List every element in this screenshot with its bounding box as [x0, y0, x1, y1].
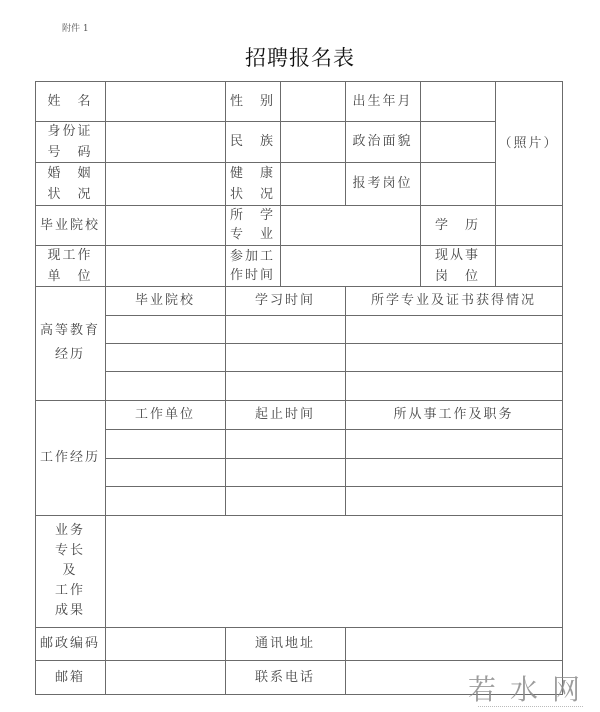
- work-header-duties: 所从事工作及职务: [393, 407, 514, 422]
- work-history-label: 工作经历: [39, 450, 100, 465]
- education-row-1-major[interactable]: [346, 316, 561, 342]
- work-header-employer: 工作单位: [134, 407, 195, 422]
- education-row-2-school[interactable]: [106, 344, 224, 370]
- phone-label: 联系电话: [254, 669, 315, 685]
- annex-label: 附件 1: [62, 24, 89, 34]
- degree-label: 学 历: [434, 217, 480, 233]
- education-row-2-major[interactable]: [346, 344, 561, 370]
- health-field[interactable]: [281, 163, 344, 204]
- work-row-2-duties[interactable]: [346, 459, 561, 485]
- name-field[interactable]: [106, 82, 224, 120]
- education-header-major: 所学专业及证书获得情况: [370, 293, 536, 308]
- education-row-3-major[interactable]: [346, 372, 561, 399]
- ethnicity-field[interactable]: [281, 122, 344, 161]
- education-label: 高等教育 经历: [39, 323, 100, 362]
- marital-status-field[interactable]: [106, 163, 224, 204]
- education-row-1-period[interactable]: [226, 316, 344, 342]
- major-label: 所 学 专 业: [229, 208, 275, 242]
- work-row-3-employer[interactable]: [106, 487, 224, 514]
- watermark-underline: [478, 706, 583, 709]
- employer-field[interactable]: [106, 246, 224, 285]
- id-number-field[interactable]: [106, 122, 224, 161]
- education-row-2-period[interactable]: [226, 344, 344, 370]
- name-label: 姓 名: [47, 93, 93, 109]
- work-start-label: 参加工 作时间: [229, 248, 275, 283]
- school-label: 毕业院校: [39, 217, 100, 233]
- political-status-field[interactable]: [421, 122, 494, 161]
- education-header-school: 毕业院校: [134, 293, 195, 308]
- photo-box[interactable]: （照片）: [498, 135, 559, 151]
- employer-label: 现工作 单 位: [47, 247, 93, 284]
- current-position-label: 现从事 岗 位: [434, 247, 480, 284]
- email-field[interactable]: [106, 661, 224, 693]
- education-header-period: 学习时间: [254, 293, 315, 308]
- current-position-field[interactable]: [496, 246, 561, 285]
- gender-label: 性 别: [229, 93, 275, 109]
- health-label: 健 康 状 况: [229, 165, 275, 202]
- address-field[interactable]: [346, 628, 561, 659]
- school-field[interactable]: [106, 206, 224, 244]
- work-row-3-period[interactable]: [226, 487, 344, 514]
- email-label: 邮箱: [54, 669, 85, 685]
- birth-field[interactable]: [421, 82, 494, 120]
- postcode-label: 邮政编码: [39, 636, 100, 651]
- rule: [562, 81, 563, 695]
- expertise-field[interactable]: [106, 516, 561, 626]
- watermark-logo: 若水网: [468, 673, 595, 706]
- page-title: 招聘报名表: [245, 46, 355, 70]
- expertise-label: 业务 专长 及 工作 成果: [54, 523, 85, 618]
- work-row-1-employer[interactable]: [106, 430, 224, 457]
- gender-field[interactable]: [281, 82, 344, 120]
- postcode-field[interactable]: [106, 628, 224, 659]
- education-row-3-school[interactable]: [106, 372, 224, 399]
- birth-label: 出生年月: [352, 93, 413, 109]
- degree-field[interactable]: [496, 206, 561, 244]
- major-field[interactable]: [281, 206, 419, 244]
- work-start-field[interactable]: [281, 246, 419, 285]
- marital-status-label: 婚 姻 状 况: [47, 165, 93, 202]
- work-row-2-employer[interactable]: [106, 459, 224, 485]
- work-header-period: 起止时间: [254, 407, 315, 422]
- political-status-label: 政治面貌: [352, 134, 413, 149]
- work-row-2-period[interactable]: [226, 459, 344, 485]
- ethnicity-label: 民 族: [229, 134, 275, 149]
- applied-position-field[interactable]: [421, 163, 494, 204]
- work-row-3-duties[interactable]: [346, 487, 561, 514]
- work-row-1-period[interactable]: [226, 430, 344, 457]
- id-number-label: 身份证 号 码: [47, 123, 93, 160]
- education-row-1-school[interactable]: [106, 316, 224, 342]
- work-row-1-duties[interactable]: [346, 430, 561, 457]
- education-row-3-period[interactable]: [226, 372, 344, 399]
- applied-position-label: 报考岗位: [352, 176, 413, 191]
- address-label: 通讯地址: [254, 636, 315, 651]
